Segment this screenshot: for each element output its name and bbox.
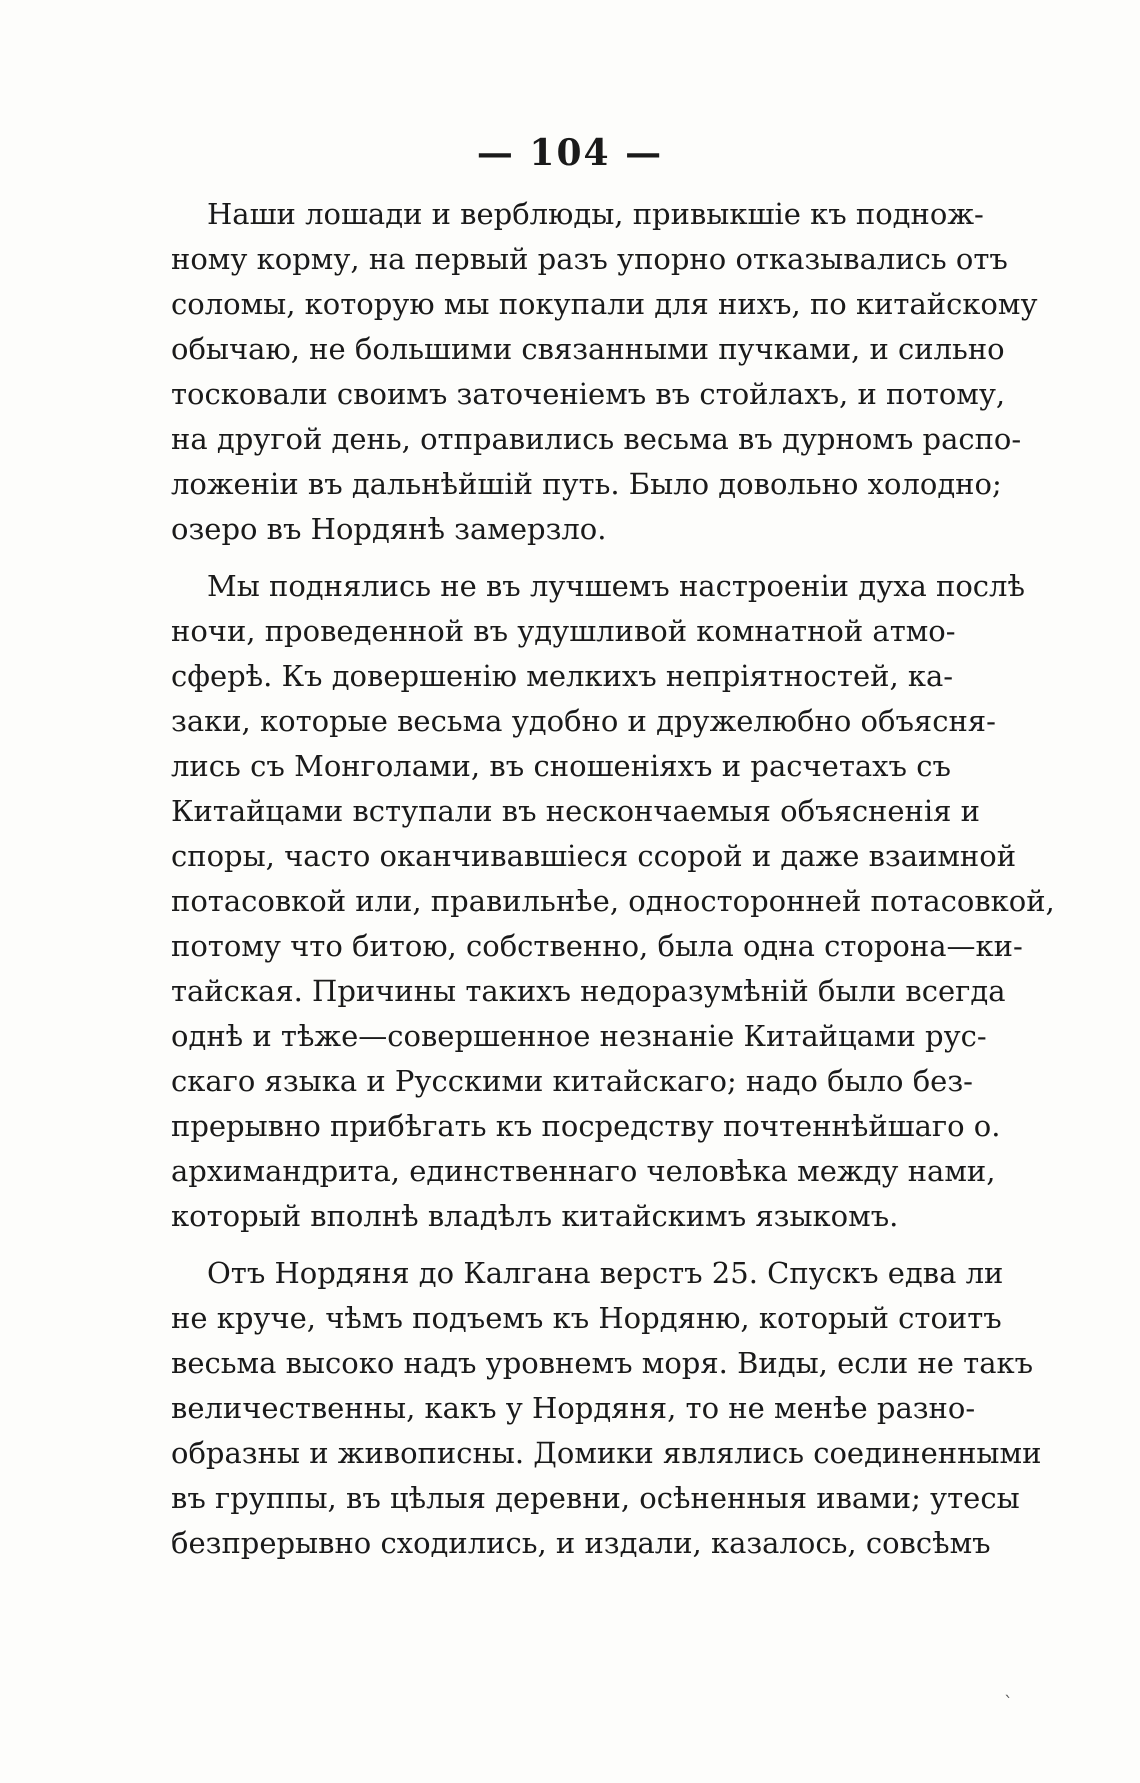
text-line: весьма высоко надъ уровнемъ моря. Виды, если не такъ xyxy=(171,1346,1034,1380)
text-line: озеро въ Нордянѣ замерзло. xyxy=(171,512,607,546)
text-line: который вполнѣ владѣлъ китайскимъ языкомъ. xyxy=(171,1199,899,1233)
paragraph-3 xyxy=(171,1251,1042,1566)
stray-ink-mark: ˋ xyxy=(1004,1693,1013,1714)
text-line: архимандрита, единственнаго человѣка между нами, xyxy=(171,1154,996,1188)
text-line: Мы поднялись не въ лучшемъ настроеніи духа послѣ xyxy=(207,569,1025,603)
text-line: обычаю, не большими связанными пучками, и сильно xyxy=(171,332,1005,366)
text-line: Отъ Нордяня до Калгана верстъ 25. Спускъ едва ли xyxy=(207,1256,1004,1290)
text-line: однѣ и тѣже—совершенное незнаніе Китайцами рус- xyxy=(171,1019,987,1053)
text-line: Наши лошади и верблюды, привыкшіе къ поднож- xyxy=(207,197,984,231)
paragraph-1 xyxy=(171,192,1038,552)
text-line: въ группы, въ цѣлыя деревни, осѣненныя ивами; утесы xyxy=(171,1481,1020,1515)
text-line: на другой день, отправились весьма въ дурномъ распо- xyxy=(171,422,1022,456)
text-line: образны и живописны. Домики являлись соединенными xyxy=(171,1436,1042,1470)
text-line: заки, которые весьма удобно и дружелюбно объясня- xyxy=(171,704,996,738)
text-line: ночи, проведенной въ удушливой комнатной атмо- xyxy=(171,614,956,648)
text-line: ложеніи въ дальнѣйшій путь. Было довольно холодно; xyxy=(171,467,1002,501)
body-text xyxy=(171,192,1055,1578)
text-line: величественны, какъ у Нордяня, то не менѣе разно- xyxy=(171,1391,976,1425)
page-number: — 104 — xyxy=(476,132,664,174)
text-line: Китайцами вступали въ нескончаемыя объясненія и xyxy=(171,794,980,828)
text-line: потому что битою, собственно, была одна сторона—ки- xyxy=(171,929,1023,963)
text-line: сферѣ. Къ довершенію мелкихъ непріятностей, ка- xyxy=(171,659,954,693)
text-line: соломы, которую мы покупали для нихъ, по китайскому xyxy=(171,287,1038,321)
text-line: прерывно прибѣгать къ посредству почтеннѣйшаго о. xyxy=(171,1109,1001,1143)
text-line: ному корму, на первый разъ упорно отказывались отъ xyxy=(171,242,1008,276)
text-line: безпрерывно сходились, и издали, казалось, совсѣмъ xyxy=(171,1526,991,1560)
text-line: тосковали своимъ заточеніемъ въ стойлахъ, и потому, xyxy=(171,377,1006,411)
text-line: скаго языка и Русскими китайскаго; надо было без- xyxy=(171,1064,973,1098)
text-line: споры, часто оканчивавшіеся ссорой и даже взаимной xyxy=(171,839,1017,873)
text-line: не круче, чѣмъ подъемъ къ Нордяню, который стоитъ xyxy=(171,1301,1002,1335)
text-line: тайская. Причины такихъ недоразумѣній были всегда xyxy=(171,974,1006,1008)
text-line: потасовкой или, правильнѣе, односторонней потасовкой, xyxy=(171,884,1055,918)
paragraph-2 xyxy=(171,564,1055,1239)
text-line: лись съ Монголами, въ сношеніяхъ и расчетахъ съ xyxy=(171,749,951,783)
